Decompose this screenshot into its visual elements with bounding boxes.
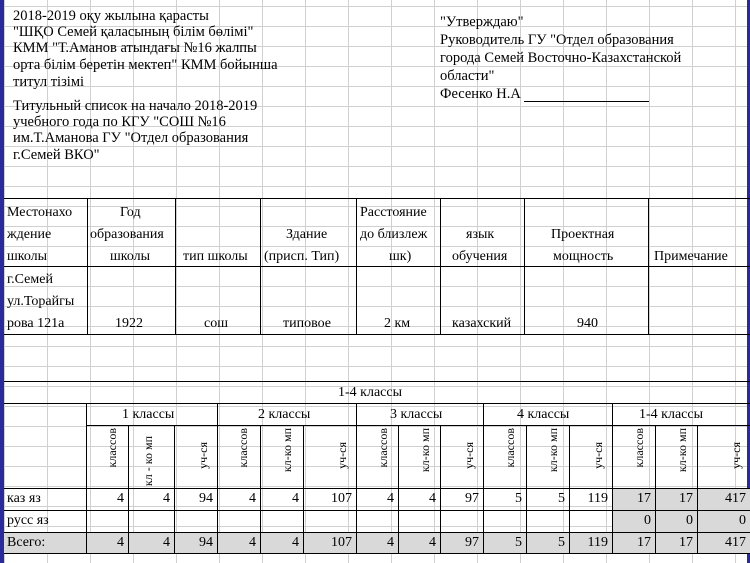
header-year: Год [120,205,141,220]
table-cell: 0 [644,513,651,528]
header-left-line: 2018-2019 оқу жылына қарасты [13,8,209,24]
table-cell: 4 [292,535,299,550]
sub-header: уч-ся [729,442,743,469]
header-left-line: Титульный список на начало 2018-2019 [13,98,258,114]
header-left-line: учебного года по КГУ "СОШ №16 [13,114,226,130]
sub-header: кл-ко мп [546,428,560,473]
table-cell: 4 [429,535,436,550]
header-distance: до близлеж [360,227,428,242]
table-cell: 4 [292,491,299,506]
table-cell: 119 [587,491,608,506]
header-language: обучения [452,249,508,264]
table-cell: 0 [739,513,746,528]
window-border-left [0,0,4,563]
table-cell: 4 [429,491,436,506]
table-cell: 94 [199,535,213,550]
value-location: ул.Торайгы [7,294,75,309]
header-right-line: Фесенко Н.А [440,86,521,102]
table-cell: 94 [199,491,213,506]
table-cell: 5 [515,535,522,550]
table-cell: 5 [515,491,522,506]
table-cell: 17 [637,535,651,550]
header-right-line: города Семей Восточно-Казахстанской [440,50,682,66]
table-cell: 417 [725,535,746,550]
row-label: каз яз [7,491,41,506]
header-location: ждение [7,227,52,242]
sub-header: классов [105,428,119,468]
signature-line [524,101,649,102]
header-capacity: Проектная [551,227,615,242]
sub-header: уч-ся [462,442,476,469]
group-header: 1-4 классы [639,407,703,422]
row-label: русс яз [7,513,49,528]
value-capacity: 940 [577,316,598,331]
table-cell: 107 [331,491,352,506]
table-cell: 97 [465,535,479,550]
header-note: Примечание [654,249,728,264]
sub-header: кл-ко мп [675,428,689,473]
header-distance: Расстояние [360,205,427,220]
value-year: 1922 [115,316,143,331]
value-distance: 2 км [384,316,411,331]
value-location: рова 121а [7,316,65,331]
sub-header: кл-ко мп [280,428,294,473]
table-cell: 4 [387,535,394,550]
header-year: школы [110,249,151,264]
table-cell: 17 [679,535,693,550]
sub-header: уч-ся [591,442,605,469]
sub-header: классов [236,428,250,468]
table-cell: 4 [249,535,256,550]
table-cell: 17 [637,491,651,506]
group-header: 4 классы [517,407,570,422]
header-building: (присп. Тип) [264,249,340,264]
sub-header: кл - ко мп [141,436,155,487]
header-right-line: области" [440,68,495,84]
header-building: Здание [286,227,328,242]
header-left-line: им.Т.Аманова ГУ "Отдел образования [13,130,249,146]
header-type: тип школы [183,249,248,264]
table-cell: 119 [587,535,608,550]
sub-header: классов [632,428,646,468]
header-location: школы [7,249,48,264]
header-right-line: "Утверждаю" [440,14,524,30]
table-cell: 4 [249,491,256,506]
table-cell: 5 [558,491,565,506]
header-left-line: г.Семей ВКО" [13,147,100,163]
table-cell: 4 [163,535,170,550]
header-year: образования [90,227,164,242]
value-type: сош [204,316,228,331]
header-left-line: орта білім беретін мектеп" КММ бойынша [13,57,278,73]
table-cell: 107 [331,535,352,550]
header-capacity: мощность [553,249,614,264]
row-label: Всего: [7,535,46,550]
header-left-line: титул тізімі [13,74,85,90]
table-cell: 5 [558,535,565,550]
group-header: 3 классы [390,407,443,422]
sub-header: кл-ко мп [418,428,432,473]
table-cell: 97 [465,491,479,506]
sub-header: уч-ся [196,442,210,469]
header-right-line: Руководитель ГУ "Отдел образования [440,32,674,48]
table-title: 1-4 классы [338,385,402,400]
group-header: 2 классы [258,407,311,422]
table-cell: 4 [387,491,394,506]
sub-header: классов [503,428,517,468]
table-cell: 0 [686,513,693,528]
header-location: Местонахо [7,205,73,220]
header-left-line: "ШҚО Семей қаласының білім бөлімі" [13,24,254,40]
table-cell: 17 [679,491,693,506]
header-language: язык [466,227,495,242]
value-building: типовое [283,316,332,331]
header-left-line: КММ "Т.Аманов атындағы №16 жалпы [13,40,257,56]
value-language: казахский [452,316,512,331]
sub-header: уч-ся [335,442,349,469]
value-location: г.Семей [7,272,53,287]
group-header: 1 классы [122,407,175,422]
table-cell: 4 [117,491,124,506]
table-cell: 4 [117,535,124,550]
table-cell: 4 [163,491,170,506]
header-distance: шк) [389,249,412,264]
sub-header: классов [376,428,390,468]
table-cell: 417 [725,491,746,506]
